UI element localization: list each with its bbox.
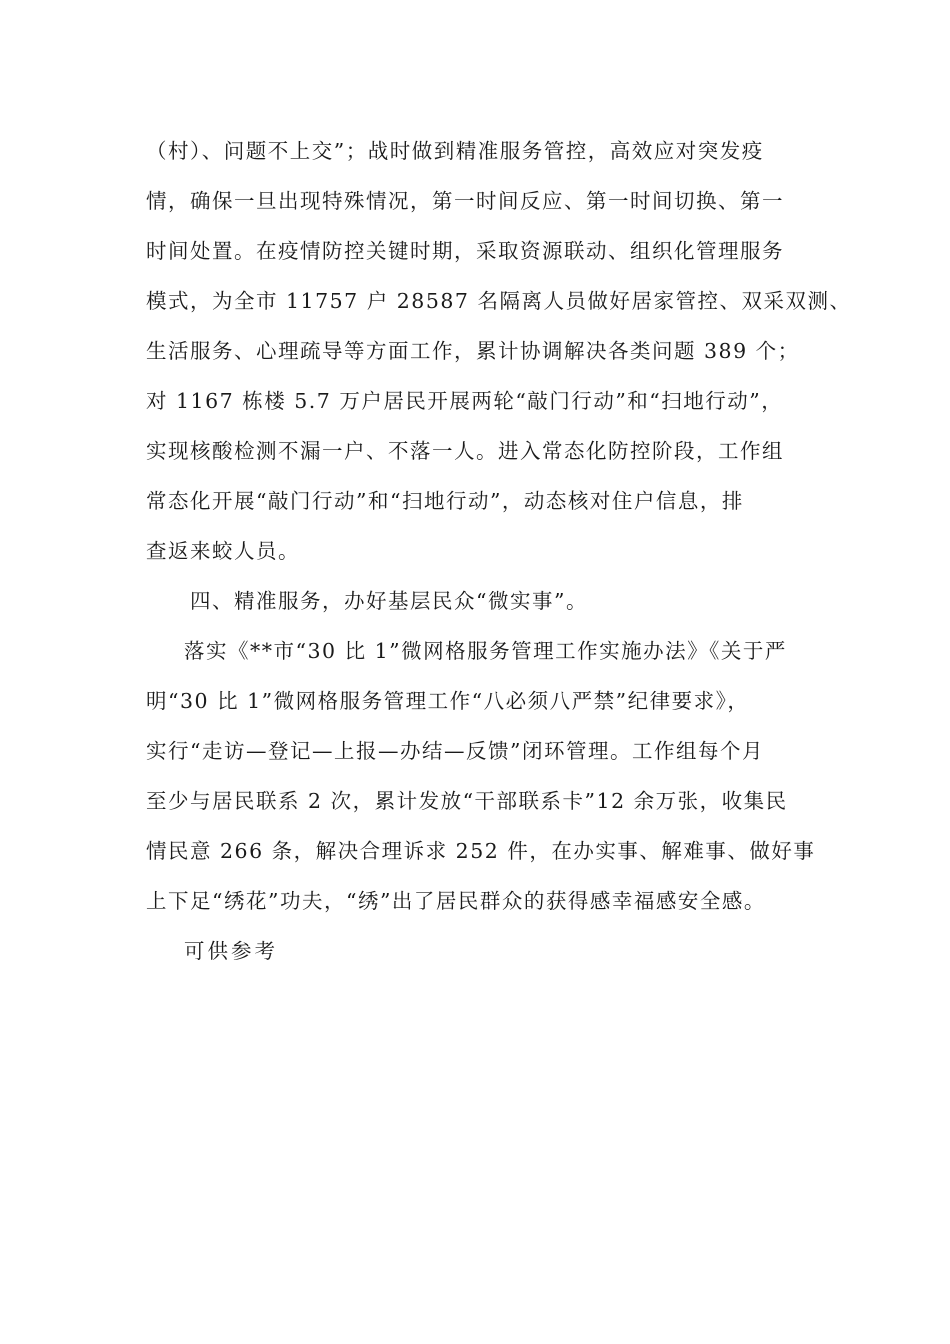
text-line: 查返来蛟人员。 — [146, 539, 300, 563]
text-line: 生活服务、心理疏导等方面工作，累计协调解决各类问题 389 个； — [146, 339, 800, 363]
paragraph-continuation — [146, 126, 852, 576]
text-line: 至少与居民联系 2 次，累计发放“干部联系卡”12 余万张，收集民 — [146, 789, 788, 813]
section-heading: 四、精准服务，办好基层民众“微实事”。 — [190, 589, 588, 613]
text-line: 实行“走访—登记—上报—办结—反馈”闭环管理。工作组每个月 — [146, 739, 764, 763]
text-line: 常态化开展“敲门行动”和“扫地行动”，动态核对住户信息，排 — [146, 489, 744, 513]
paragraph-section-four — [146, 626, 816, 926]
text-line: 对 1167 栋楼 5.7 万户居民开展两轮“敲门行动”和“扫地行动”， — [146, 389, 784, 413]
text-line: 明“30 比 1”微网格服务管理工作“八必须八严禁”纪律要求》， — [146, 689, 750, 713]
text-line: （村）、问题不上交”；战时做到精准服务管控，高效应对突发疫 — [146, 139, 764, 163]
document-body — [146, 126, 852, 976]
text-line: 情民意 266 条，解决合理诉求 252 件，在办实事、解难事、做好事 — [146, 839, 816, 863]
text-line: 模式，为全市 11757 户 28587 名隔离人员做好居家管控、双采双测、 — [146, 289, 852, 313]
text-line: 落实《**市“30 比 1”微网格服务管理工作实施办法》《关于严 — [184, 639, 787, 663]
text-line: 实现核酸检测不漏一户、不落一人。进入常态化防控阶段，工作组 — [146, 439, 784, 463]
text-line: 上下足“绣花”功夫，“绣”出了居民群众的获得感幸福感安全感。 — [146, 889, 766, 913]
closing-note: 可供参考 — [184, 939, 278, 963]
text-line: 时间处置。在疫情防控关键时期，采取资源联动、组织化管理服务 — [146, 239, 784, 263]
text-line: 情，确保一旦出现特殊情况，第一时间反应、第一时间切换、第一 — [146, 189, 784, 213]
